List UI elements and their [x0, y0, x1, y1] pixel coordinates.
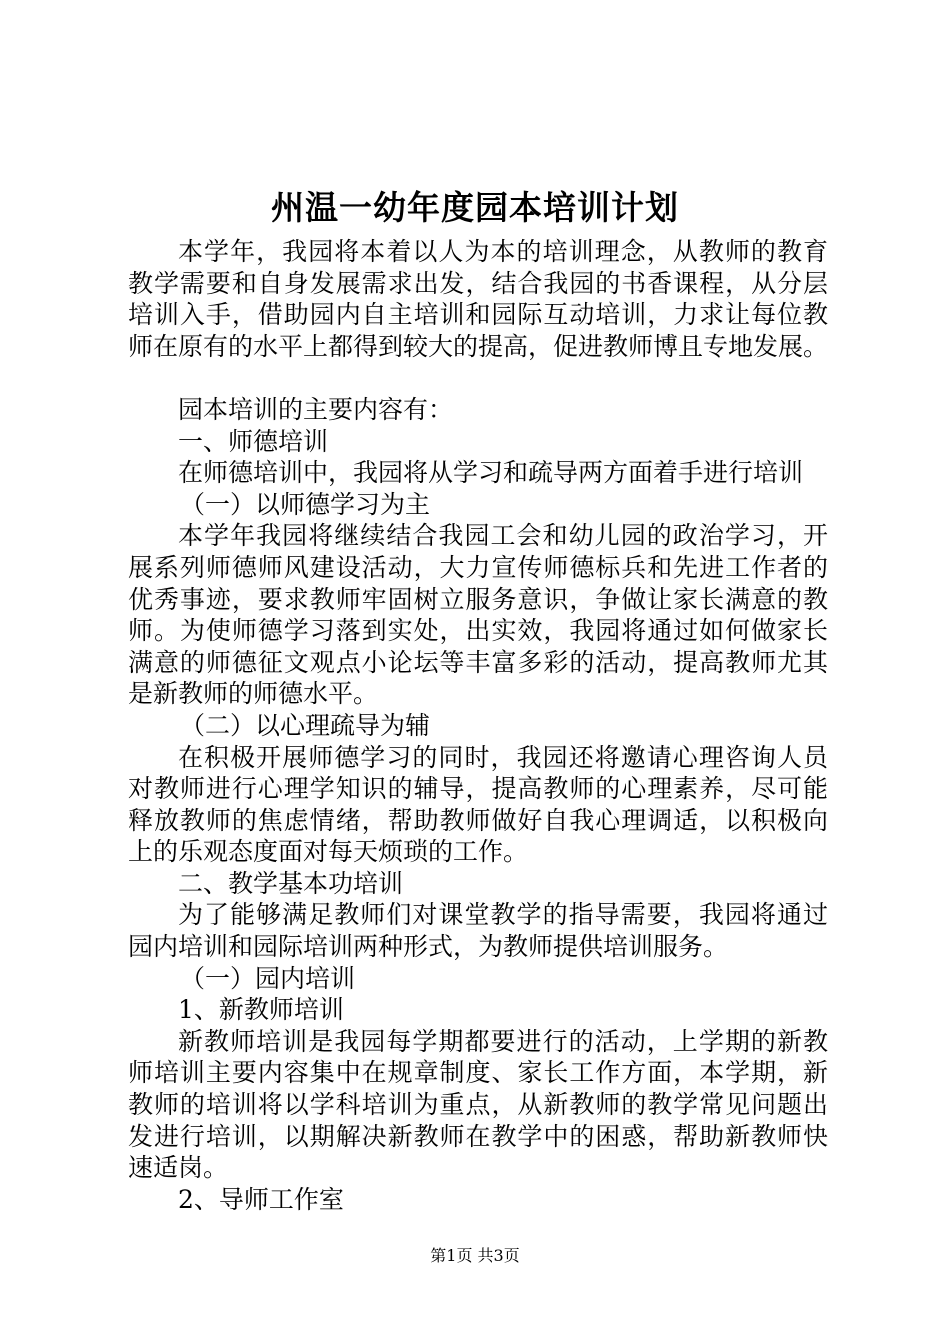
- subsection-heading: （二）以心理疏导为辅: [180, 710, 431, 740]
- document-title: 州温一幼年度园本培训计划: [271, 188, 679, 227]
- paragraph-line: 发进行培训，以期解决新教师在教学中的困惑，帮助新教师快: [128, 1121, 828, 1151]
- section-heading: 一、师德培训: [178, 426, 329, 456]
- paragraph-line: 在师德培训中，我园将从学习和疏导两方面着手进行培训: [178, 458, 804, 488]
- paragraph-line: 对教师进行心理学知识的辅导，提高教师的心理素养，尽可能: [128, 774, 828, 804]
- paragraph-line: 满意的师德征文观点小论坛等丰富多彩的活动，提高教师尤其: [128, 647, 828, 677]
- paragraph-line: 为了能够满足教师们对课堂教学的指导需要，我园将通过: [178, 900, 828, 930]
- paragraph-line: 速适岗。: [128, 1153, 229, 1183]
- paragraph-line: 园内培训和园际培训两种形式，为教师提供培训服务。: [128, 932, 729, 962]
- document-body: [128, 236, 828, 1215]
- blank-line: [128, 362, 828, 394]
- paragraph-line: 本学年，我园将本着以人为本的培训理念，从教师的教育: [178, 237, 828, 266]
- paragraph-line: 培训入手，借助园内自主培训和园际互动培训，力求让每位教: [128, 300, 828, 330]
- paragraph-line: 上的乐观态度面对每天烦琐的工作。: [128, 837, 529, 867]
- paragraph-line: 教学需要和自身发展需求出发，结合我园的书香课程，从分层: [128, 268, 828, 298]
- section-heading: 二、教学基本功培训: [178, 868, 404, 898]
- paragraph-line: 新教师培训是我园每学期都要进行的活动，上学期的新教: [178, 1026, 828, 1056]
- subsection-heading: （一）园内培训: [180, 963, 356, 993]
- paragraph-line: 展系列师德师风建设活动，大力宣传师德标兵和先进工作者的: [128, 552, 828, 582]
- paragraph-line: 师在原有的水平上都得到较大的提高，促进教师博且专地发展。: [128, 331, 829, 361]
- item-heading: 2、导师工作室: [178, 1184, 344, 1214]
- item-heading: 1、新教师培训: [178, 995, 344, 1025]
- subsection-heading: （一）以师德学习为主: [180, 489, 431, 519]
- paragraph-line: 师培训主要内容集中在规章制度、家长工作方面，本学期，新: [128, 1058, 828, 1088]
- paragraph-line: 师。为使师德学习落到实处，出实效，我园将通过如何做家长: [128, 616, 828, 646]
- paragraph-line: 在积极开展师德学习的同时，我园还将邀请心理咨询人员: [178, 742, 828, 772]
- paragraph-line: 教师的培训将以学科培训为重点，从新教师的教学常见问题出: [128, 1090, 828, 1120]
- paragraph-line: 优秀事迹，要求教师牢固树立服务意识，争做让家长满意的教: [128, 584, 828, 614]
- paragraph-line: 本学年我园将继续结合我园工会和幼儿园的政治学习，开: [178, 521, 828, 551]
- paragraph-line: 园本培训的主要内容有：: [178, 394, 454, 424]
- page-footer: 第1页 共3页: [430, 1246, 520, 1265]
- paragraph-line: 释放教师的焦虑情绪，帮助教师做好自我心理调适，以积极向: [128, 805, 828, 835]
- paragraph-line: 是新教师的师德水平。: [128, 679, 379, 709]
